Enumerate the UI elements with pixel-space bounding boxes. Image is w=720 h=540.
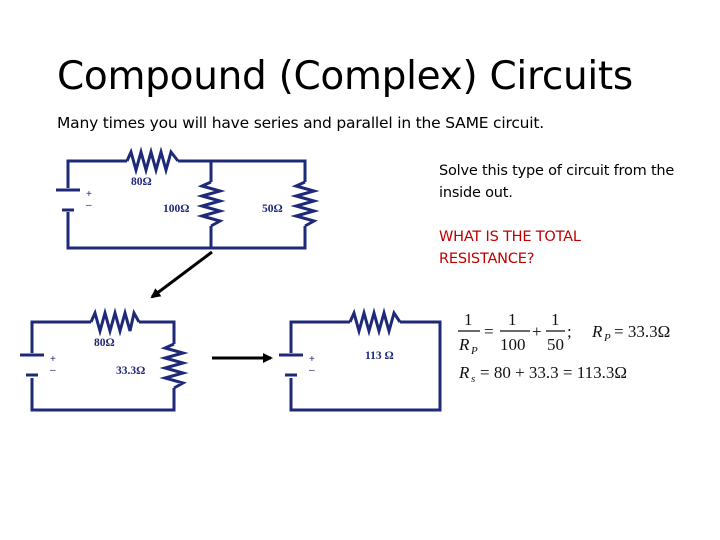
eq-rp-sub: P	[471, 345, 478, 357]
eq-rp-sub-2: P	[604, 332, 611, 344]
eq-rs-sub: s	[471, 373, 476, 385]
series-resistor-80	[127, 152, 178, 170]
total-circuit	[279, 313, 440, 410]
eq-equals: =	[484, 322, 494, 341]
question-text: WHAT IS THE TOTAL RESISTANCE?	[439, 229, 581, 267]
eq-rp-var: R	[459, 335, 470, 354]
eq-numerator-1: 1	[464, 310, 473, 329]
series-resistor-80-label: 80Ω	[131, 176, 152, 188]
reduced-plus-sign: +	[50, 354, 56, 365]
eq-plus: +	[532, 322, 542, 341]
parallel-equation	[458, 310, 670, 357]
slide-title: Compound (Complex) Circuits	[57, 54, 633, 99]
original-plus-sign: +	[86, 189, 92, 200]
total-plus-sign: +	[309, 354, 315, 365]
reduced-battery	[20, 355, 44, 375]
reduced-series-resistor-80	[91, 313, 139, 331]
slide-subtitle: Many times you will have series and parallel in the SAME circuit.	[57, 114, 544, 132]
parallel-resistor-50-label: 50Ω	[262, 203, 283, 215]
total-battery	[279, 355, 303, 375]
equivalent-resistor-33	[165, 344, 183, 388]
reduced-circuit	[20, 313, 183, 410]
eq-numerator-3: 1	[551, 310, 560, 329]
reduced-series-label: 80Ω	[94, 337, 115, 349]
parallel-resistor-100	[202, 182, 220, 226]
eq-semicolon: ;	[567, 322, 572, 341]
eq-rp-var-2: R	[592, 322, 603, 341]
eq-rs-expr: = 80 + 33.3 = 113.3Ω	[480, 363, 628, 382]
series-equation	[458, 363, 627, 385]
instruction-text: Solve this type of circuit from the inside out.	[439, 163, 675, 201]
eq-numerator-2: 1	[508, 310, 517, 329]
eq-den-50: 50	[547, 335, 564, 354]
eq-rs-var: R	[459, 363, 470, 382]
reduced-minus-sign: –	[50, 365, 56, 376]
original-circuit	[56, 152, 314, 248]
original-minus-sign: –	[86, 200, 92, 211]
total-resistor-label: 113 Ω	[365, 350, 394, 362]
parallel-resistor-100-label: 100Ω	[163, 203, 190, 215]
eq-den-100: 100	[500, 335, 526, 354]
total-minus-sign: –	[309, 365, 315, 376]
total-resistor	[350, 313, 400, 331]
reduce-arrow-diagonal	[152, 252, 212, 297]
original-battery	[56, 190, 80, 210]
equivalent-resistor-label: 33.3Ω	[116, 365, 146, 377]
parallel-resistor-50	[296, 182, 314, 226]
eq-rp-result: = 33.3Ω	[614, 322, 671, 341]
